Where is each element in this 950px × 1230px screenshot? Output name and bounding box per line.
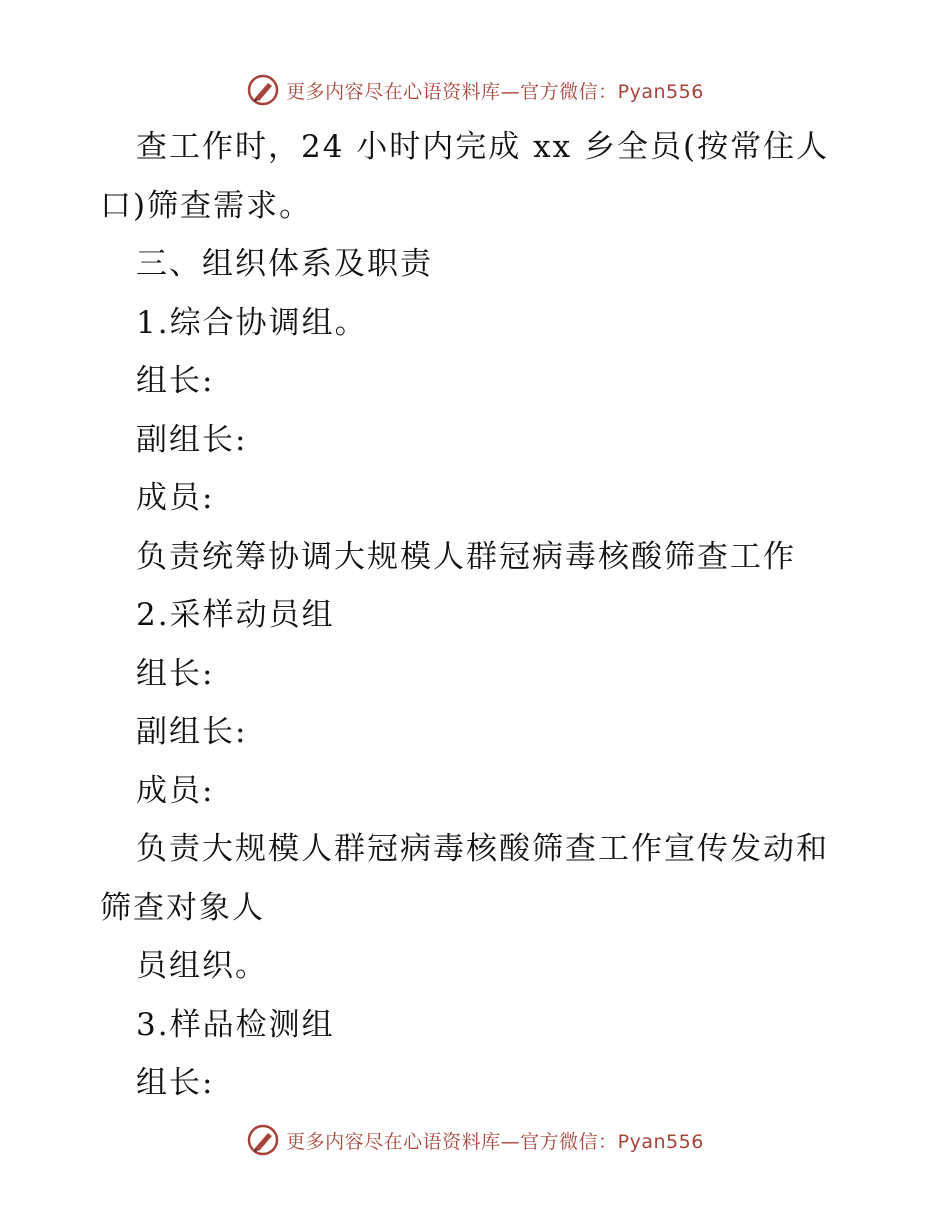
text-line: 成员: [136,772,215,809]
text-line: 副组长: [136,714,248,750]
text-line: 负责统筹协调大规模人群冠病毒核酸筛查工作 [136,538,796,575]
text-line: 负责大规模人群冠病毒核酸筛查工作宣传发动和 [136,831,829,867]
pen-logo-icon [246,73,280,107]
text-line: 组长: [136,363,215,399]
text-line: 查工作时，24 小时内完成 xx 乡全员(按常住人 [136,129,830,165]
subsection-heading: 2.采样动员组 [136,597,335,633]
text-line: 组长: [136,655,215,692]
text-line: 组长: [136,1065,215,1101]
footer-watermark-text: 更多内容尽在心语资料库—官方微信：Pyan556 [286,1130,704,1153]
section-heading: 三、组织体系及职责 [136,246,433,282]
subsection-heading: 1.综合协调组。 [136,304,368,341]
text-line: 成员: [136,480,215,516]
subsection-heading: 3.样品检测组 [136,1006,335,1043]
header-watermark [0,70,950,110]
document-body [100,118,860,1113]
footer-watermark [0,1120,950,1160]
pen-logo-icon [246,1123,280,1157]
text-line: 员组织。 [136,948,268,984]
text-line: 副组长: [136,421,248,458]
text-line: 口)筛查需求。 [100,187,313,224]
text-line: 筛查对象人 [100,889,265,926]
header-watermark-text: 更多内容尽在心语资料库—官方微信：Pyan556 [286,80,704,103]
